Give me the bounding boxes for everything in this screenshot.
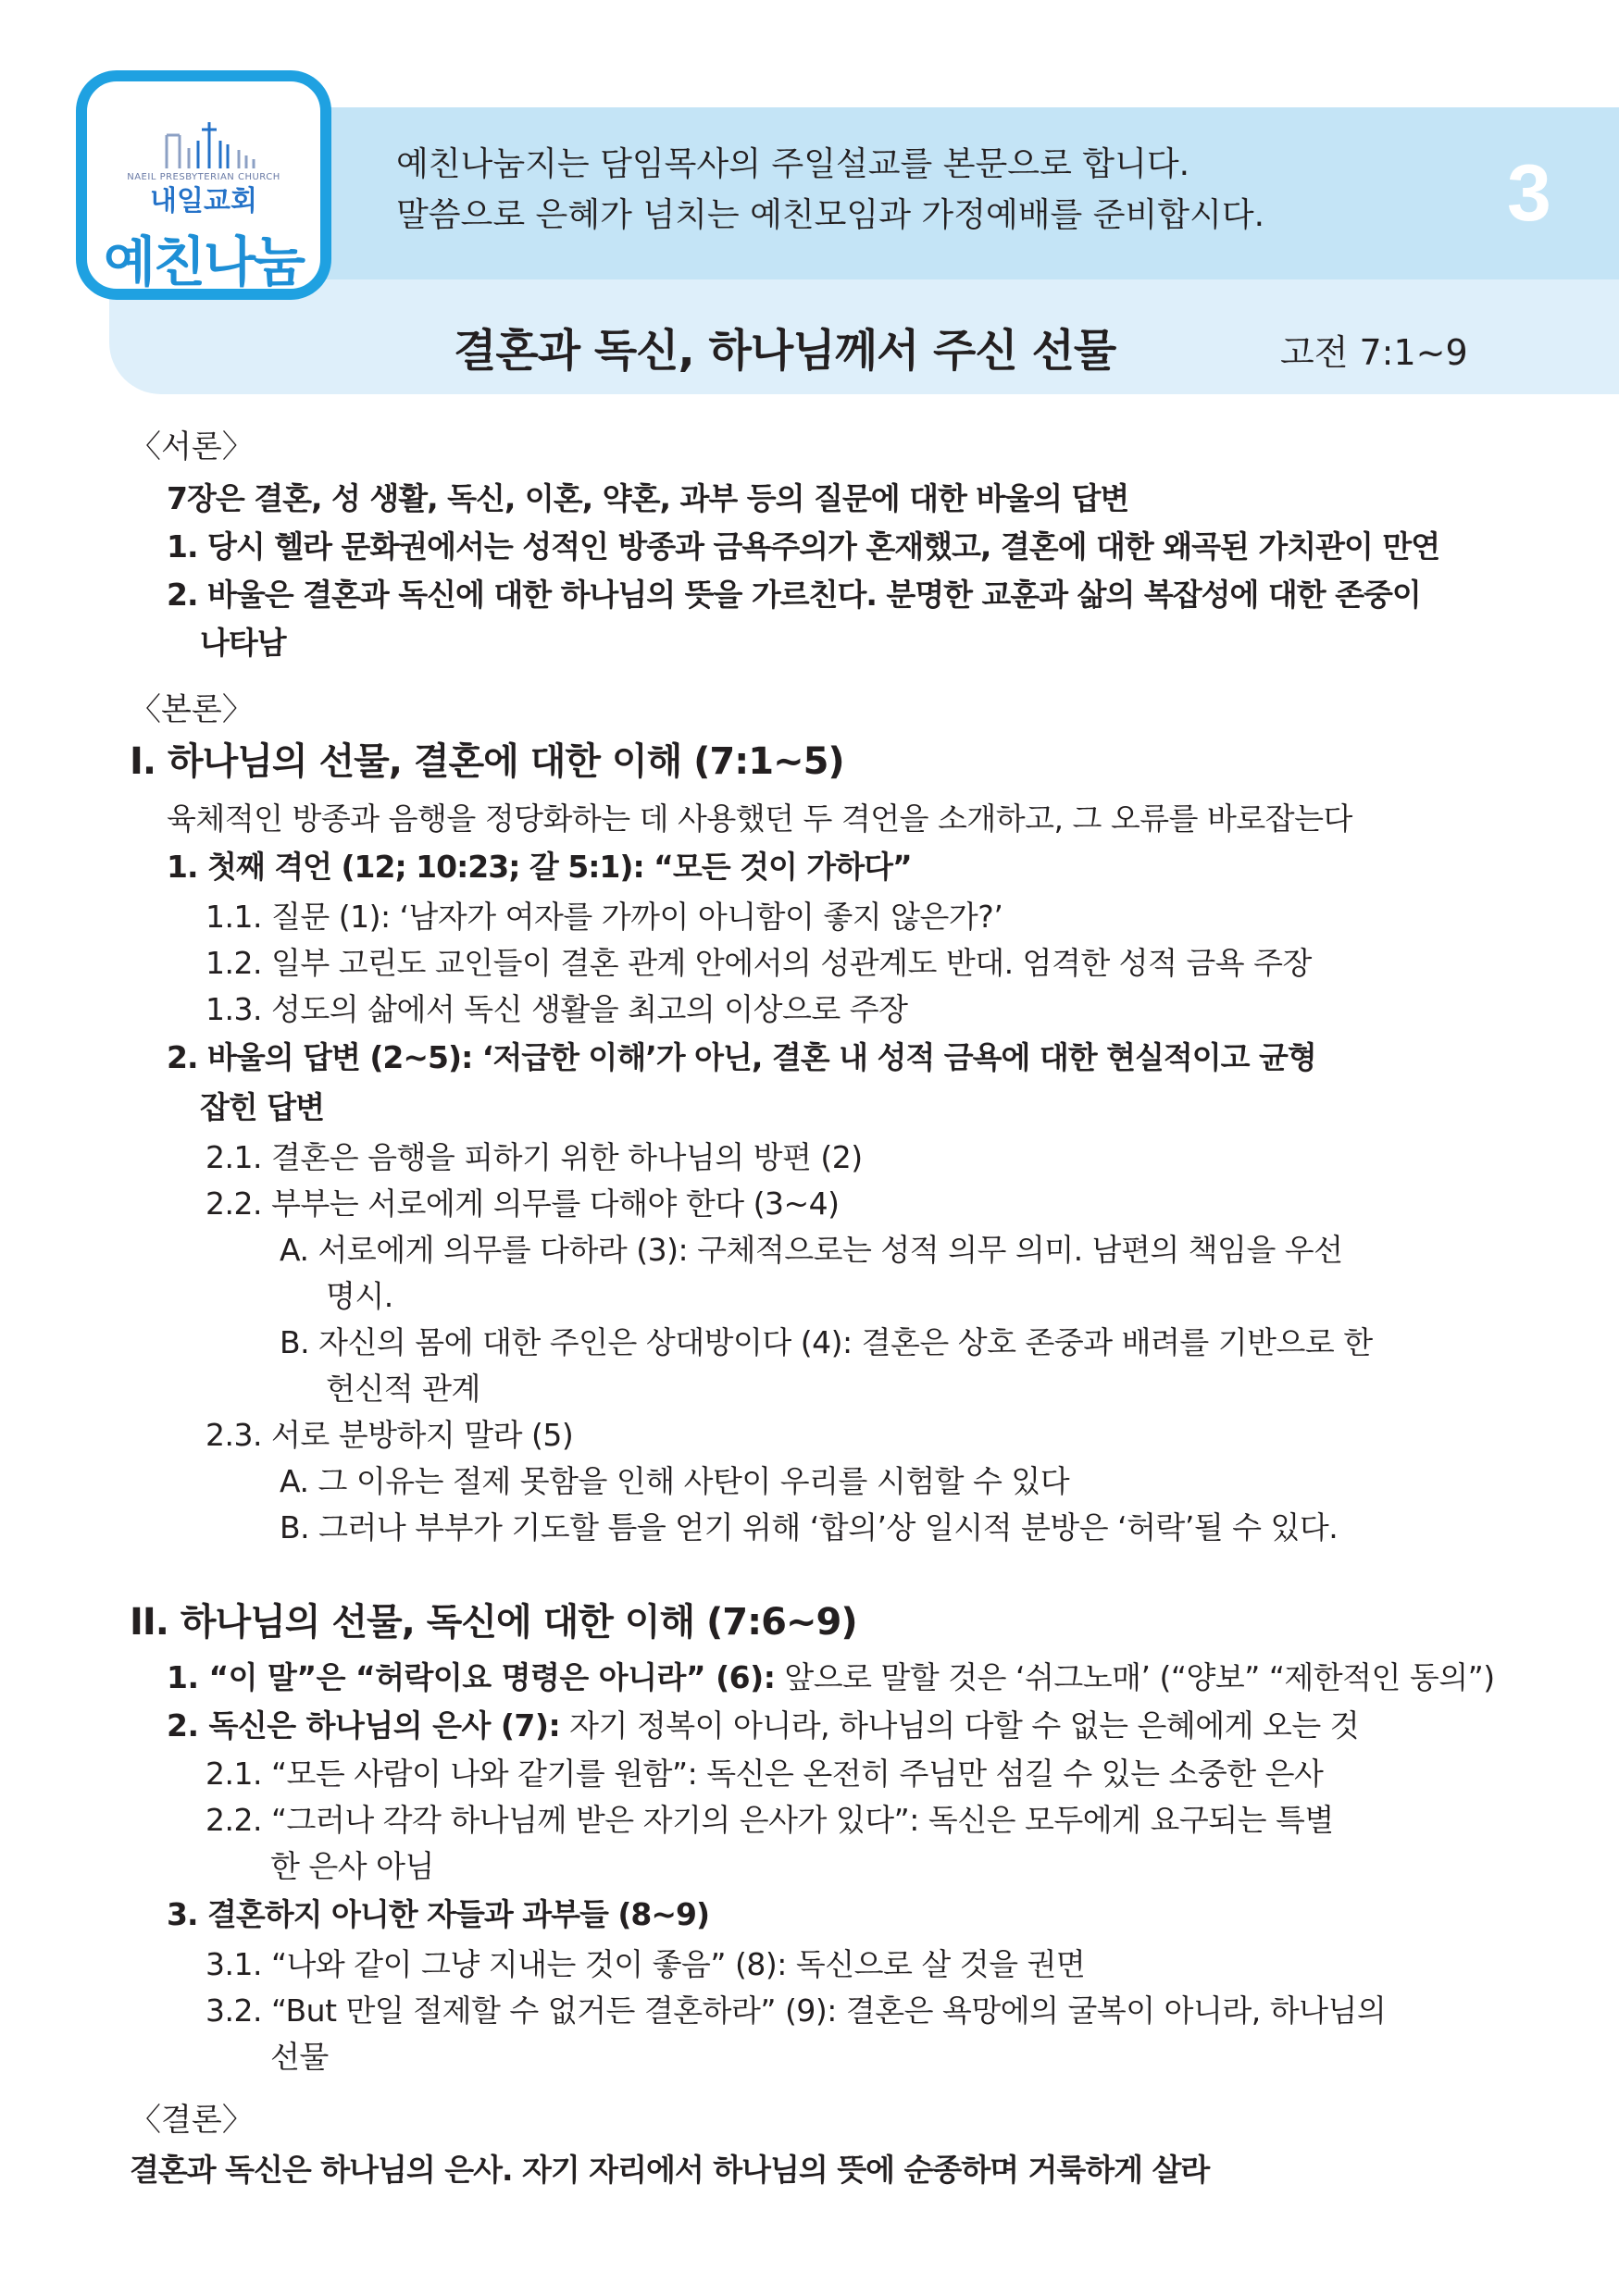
- part2-point3: 3. 결혼하지 아니한 자들과 과부들 (8~9): [167, 1896, 710, 1932]
- part2-point2-bold: 2. 독신은 하나님의 은사 (7):: [167, 1707, 561, 1744]
- intro-line: 7장은 결혼, 성 생활, 독신, 이혼, 약혼, 과부 등의 질문에 대한 바울의 답변: [167, 480, 1129, 516]
- conclusion-heading: 〈결론〉: [130, 2102, 254, 2139]
- logo: [76, 70, 331, 300]
- part2-sub: 2.2. “그러나 각각 하나님께 받은 자기의 은사가 있다”: 독신은 모두에게 요구되는 특별: [205, 1802, 1334, 1838]
- part1-sub: 2.2. 부부는 서로에게 의무를 다해야 한다 (3~4): [205, 1185, 840, 1222]
- part1-subsub-cont: 헌신적 관계: [326, 1371, 480, 1407]
- church-skyline-icon: [161, 118, 263, 168]
- part1-sub: 1.3. 성도의 삶에서 독신 생활을 최고의 이상으로 주장: [205, 991, 908, 1027]
- part1-summary: 육체적인 방종과 음행을 정당화하는 데 사용했던 두 격언을 소개하고, 그 오류를 바로잡는다: [167, 800, 1352, 837]
- part2-point1-bold: 1. “이 말”은 “허락이요 명령은 아니라” (6):: [167, 1659, 776, 1695]
- page-number: 3: [1507, 149, 1551, 238]
- part1-sub: 1.2. 일부 고린도 교인들이 결혼 관계 안에서의 성관계도 반대. 엄격한 성적 금욕 주장: [205, 945, 1312, 981]
- intro-line-2: 말씀으로 은혜가 넘치는 예친모임과 가정예배를 준비합시다.: [396, 196, 1265, 234]
- intro-line: 1. 당시 헬라 문화권에서는 성적인 방종과 금욕주의가 혼재했고, 결혼에 대한 왜곡된 가치관이 만연: [167, 528, 1440, 565]
- logo-main-text: 예친나눔: [103, 230, 305, 293]
- intro-heading: 〈서론〉: [130, 428, 254, 465]
- part2-heading: II. 하나님의 선물, 독신에 대한 이해 (7:6~9): [130, 1601, 857, 1644]
- part1-subsub: B. 그러나 부부가 기도할 틈을 얻기 위해 ‘합의’상 일시적 분방은 ‘허락’될 수 있다.: [280, 1509, 1339, 1545]
- part2-sub-cont: 한 은사 아님: [270, 1848, 434, 1884]
- part1-sub: 2.1. 결혼은 음행을 피하기 위한 하나님의 방편 (2): [205, 1139, 863, 1175]
- part1-heading: I. 하나님의 선물, 결혼에 대한 이해 (7:1~5): [130, 740, 844, 783]
- part1-subsub: A. 서로에게 의무를 다하라 (3): 구체적으로는 성적 의무 의미. 남편의 책임을 우선: [280, 1232, 1343, 1268]
- intro-line: 2. 바울은 결혼과 독신에 대한 하나님의 뜻을 가르친다. 분명한 교훈과 삶의 복잡성에 대한 존중이: [167, 577, 1421, 613]
- part1-point1: 1. 첫째 격언 (12; 10:23; 갈 5:1): “모든 것이 가하다”: [167, 849, 912, 885]
- body-heading: 〈본론〉: [130, 691, 254, 728]
- part1-subsub: A. 그 이유는 절제 못함을 인해 사탄이 우리를 시험할 수 있다: [280, 1463, 1070, 1499]
- part2-sub: 2.1. “모든 사람이 나와 같기를 원함”: 독신은 온전히 주님만 섬길 수 있는 소중한 은사: [205, 1756, 1324, 1792]
- part1-point2-cont: 잡힌 답변: [200, 1089, 325, 1125]
- part2-sub: 3.1. “나와 같이 그냥 지내는 것이 좋음” (8): 독신으로 살 것을 권면: [205, 1946, 1086, 1982]
- part2-sub-cont: 선물: [270, 2039, 329, 2075]
- part2-point1: [167, 1660, 1495, 1695]
- intro-line: 나타남: [200, 625, 286, 661]
- intro-line-1: 예친나눔지는 담임목사의 주일설교를 본문으로 합니다.: [396, 145, 1190, 183]
- part2-sub: 3.2. “But 만일 절제할 수 없거든 결혼하라” (9): 결혼은 욕망에의 굴복이 아니라, 하나님의: [205, 1992, 1387, 2029]
- conclusion-text: 결혼과 독신은 하나님의 은사. 자기 자리에서 하나님의 뜻에 순종하며 거룩하게 살라: [130, 2152, 1210, 2188]
- scripture-reference: 고전 7:1~9: [1280, 332, 1468, 373]
- part1-sub: 1.1. 질문 (1): ‘남자가 여자를 가까이 아니함이 좋지 않은가?’: [205, 899, 1003, 935]
- page-title: 결혼과 독신, 하나님께서 주신 선물: [454, 325, 1116, 377]
- part2-point2-rest: 자기 정복이 아니라, 하나님의 다할 수 없는 은혜에게 오는 것: [560, 1707, 1360, 1744]
- logo-church-name: 내일교회: [150, 185, 257, 217]
- part2-point2: [167, 1708, 1359, 1744]
- part1-point2: 2. 바울의 답변 (2~5): ‘저급한 이해’가 아닌, 결혼 내 성적 금욕에 대한 현실적이고 균형: [167, 1039, 1316, 1075]
- part1-sub: 2.3. 서로 분방하지 말라 (5): [205, 1417, 574, 1453]
- intro-text: [396, 139, 1264, 241]
- part2-point1-rest: 앞으로 말할 것은 ‘쉬그노매’ (“양보” “제한적인 동의”): [775, 1659, 1495, 1695]
- part1-subsub: B. 자신의 몸에 대한 주인은 상대방이다 (4): 결혼은 상호 존중과 배려를 기반으로 한: [280, 1324, 1373, 1360]
- part1-subsub-cont: 명시.: [326, 1278, 393, 1314]
- logo-subtitle: NAEIL PRESBYTERIAN CHURCH: [127, 172, 280, 182]
